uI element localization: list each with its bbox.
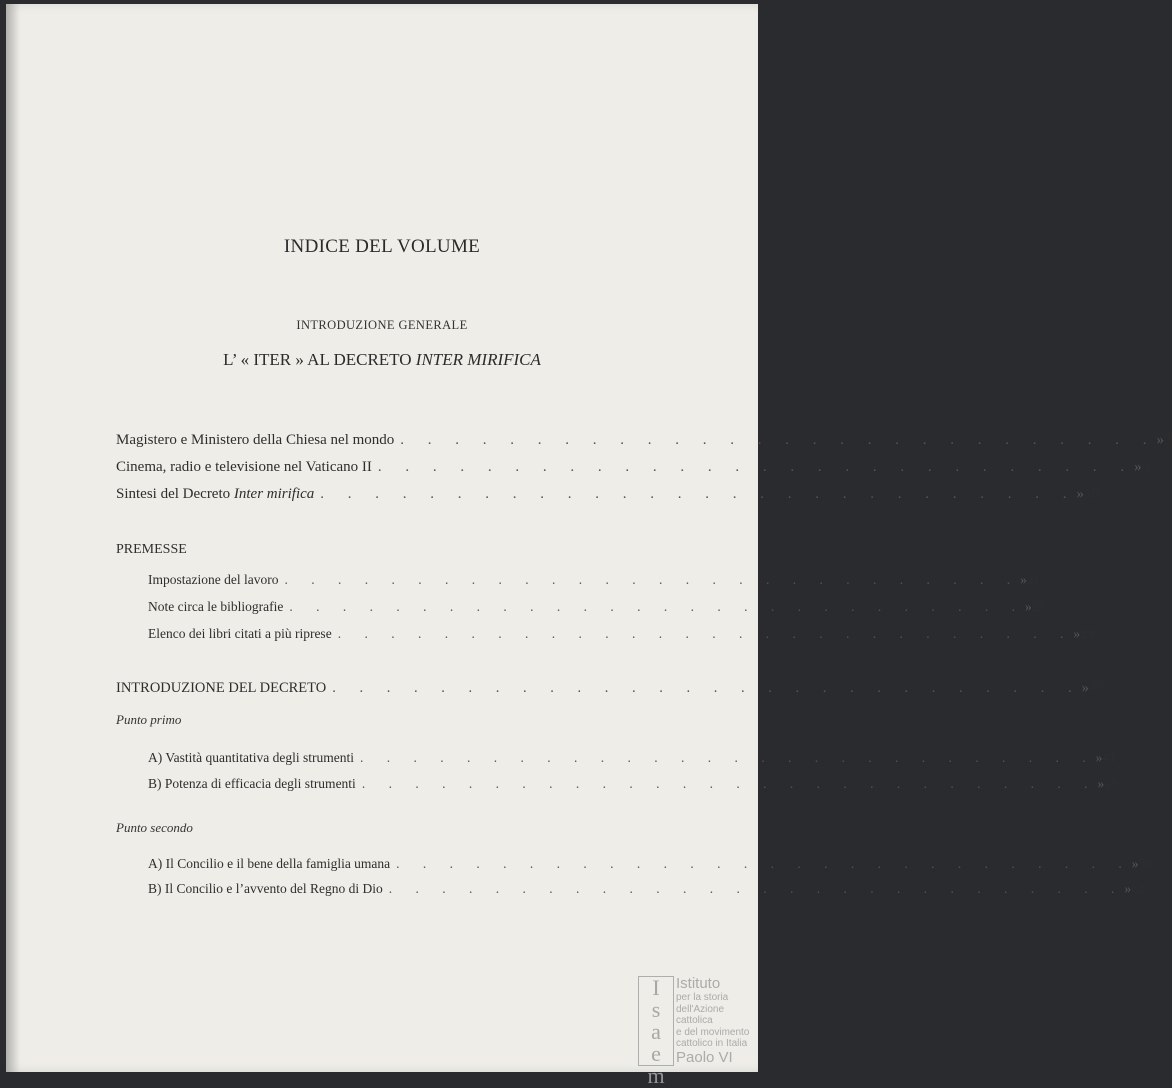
page-number: 3 xyxy=(1164,432,1172,448)
toc-entry xyxy=(148,572,1041,588)
main-title-italic: INTER MIRIFICA xyxy=(415,350,541,369)
leader-dots: . . . . . . . . . . . . . . . . . . . . . . . . . . . . xyxy=(396,856,1132,871)
page-number: 15 xyxy=(1084,486,1100,502)
volume-index-title: INDICE DEL VOLUME xyxy=(283,236,481,257)
ditto-mark: » xyxy=(1073,626,1081,641)
logo-letter: I xyxy=(652,975,660,1000)
leader-dots: . . . . . . . . . . . . . . . . . . . . . . . . . . . . xyxy=(400,432,1157,448)
toc-entry xyxy=(116,486,1100,503)
leader-dots: . . . . . . . . . . . . . . . . . . . . . . . . . . . . xyxy=(284,572,1021,587)
toc-entry-text: B) Il Concilio e l’avvento del Regno di Dio xyxy=(148,881,383,896)
toc-entry-text: A) Il Concilio e il bene della famiglia umana xyxy=(148,856,391,871)
toc-entry xyxy=(148,776,1118,792)
leader-dots: . . . . . . . . . . . . . . . . . . . . . . . . . . . . xyxy=(320,486,1077,502)
page-number: 62 xyxy=(1131,881,1145,896)
toc-entry xyxy=(148,750,1116,766)
punto-primo-label: Punto primo xyxy=(116,712,182,727)
toc-entry-text-italic: Inter mirifica xyxy=(233,486,315,502)
toc-entry xyxy=(148,881,1145,897)
toc-entry-text: Impostazione del lavoro xyxy=(148,572,279,587)
leader-dots: . . . . . . . . . . . . . . . . . . . . . . . . . . . . xyxy=(337,626,1074,641)
logo-line: Istituto xyxy=(676,975,721,992)
ditto-mark: » xyxy=(1076,486,1085,502)
page-number: 37 xyxy=(1088,680,1104,696)
page-number: 29 xyxy=(1080,626,1094,641)
toc-entry-text: B) Potenza di efficacia degli strumenti xyxy=(148,776,356,791)
page-number: 25 xyxy=(1031,599,1046,614)
logo-letter: s xyxy=(651,997,661,1022)
ditto-mark: » xyxy=(1134,459,1142,475)
logo-text xyxy=(676,976,758,1066)
logo-mark xyxy=(638,975,674,1088)
punto-secondo-label: Punto secondo xyxy=(116,820,193,835)
ditto-mark: » xyxy=(1131,856,1139,871)
ditto-mark: » xyxy=(1020,572,1027,587)
toc-entry xyxy=(116,680,1104,697)
toc-entry-text-prefix: Sintesi del Decreto xyxy=(116,486,234,502)
logo-line: e del movimento xyxy=(676,1026,750,1038)
logo-letter: e xyxy=(651,1041,661,1066)
ditto-mark: » xyxy=(1081,680,1089,696)
logo-line: Paolo VI xyxy=(676,1048,733,1066)
toc-entry-text: INTRODUZIONE DEL DECRETO xyxy=(116,680,327,696)
toc-entry xyxy=(116,459,1150,476)
main-title-prefix: L’ « ITER » AL DECRETO xyxy=(223,350,416,369)
toc-entry-text xyxy=(116,486,314,503)
isacem-logo-watermark xyxy=(634,972,758,1088)
leader-dots: . . . . . . . . . . . . . . . . . . . . . . . . . . . . xyxy=(289,599,1025,614)
ditto-mark: » xyxy=(1124,881,1132,896)
ditto-mark: » xyxy=(1095,750,1103,765)
page-number: 41 xyxy=(1102,750,1116,765)
leader-dots: . . . . . . . . . . . . . . . . . . . . . . . . . . . . xyxy=(377,459,1135,475)
logo-line: per la storia xyxy=(676,992,729,1003)
leader-dots: . . . . . . . . . . . . . . . . . . . . . . . . . . . . xyxy=(388,881,1125,896)
intro-label: INTRODUZIONE GENERALE xyxy=(296,318,468,332)
page-number: 21 xyxy=(1026,572,1041,587)
leader-dots: . . . . . . . . . . . . . . . . . . . . . . . . . . . . xyxy=(361,776,1098,791)
leader-dots: . . . . . . . . . . . . . . . . . . . . . . . . . . . . xyxy=(332,680,1082,696)
book-page xyxy=(6,4,1172,1072)
toc-entry xyxy=(148,626,1094,642)
logo-line: dell'Azione cattolica xyxy=(676,1003,725,1026)
premesse-heading: PREMESSE xyxy=(116,542,187,557)
spine-shadow xyxy=(6,4,20,1072)
toc-entry xyxy=(148,599,1046,615)
logo-line: cattolico in Italia xyxy=(676,1038,748,1049)
toc-entry xyxy=(116,432,1172,449)
page-number: 9 xyxy=(1141,459,1150,475)
page-number: 59 xyxy=(1138,856,1153,871)
logo-letter: m xyxy=(647,1063,665,1088)
page-number: 49 xyxy=(1104,776,1118,791)
ditto-mark: » xyxy=(1097,776,1105,791)
toc-entry-text: Magistero e Ministero della Chiesa nel mondo xyxy=(116,432,395,448)
ditto-mark: » xyxy=(1156,432,1165,448)
toc-entry-text: Elenco dei libri citati a più riprese xyxy=(148,626,332,641)
toc-entry-text: Note circa le bibliografie xyxy=(148,599,284,614)
ditto-mark: » xyxy=(1024,599,1032,614)
toc-entry-text: Cinema, radio e televisione nel Vaticano II xyxy=(116,459,372,475)
toc-entry-text: A) Vastità quantitativa degli strumenti xyxy=(148,750,354,765)
leader-dots: . . . . . . . . . . . . . . . . . . . . . . . . . . . . xyxy=(359,750,1096,765)
toc-entry xyxy=(148,856,1153,872)
main-title xyxy=(6,350,758,370)
logo-letter: a xyxy=(651,1019,661,1044)
